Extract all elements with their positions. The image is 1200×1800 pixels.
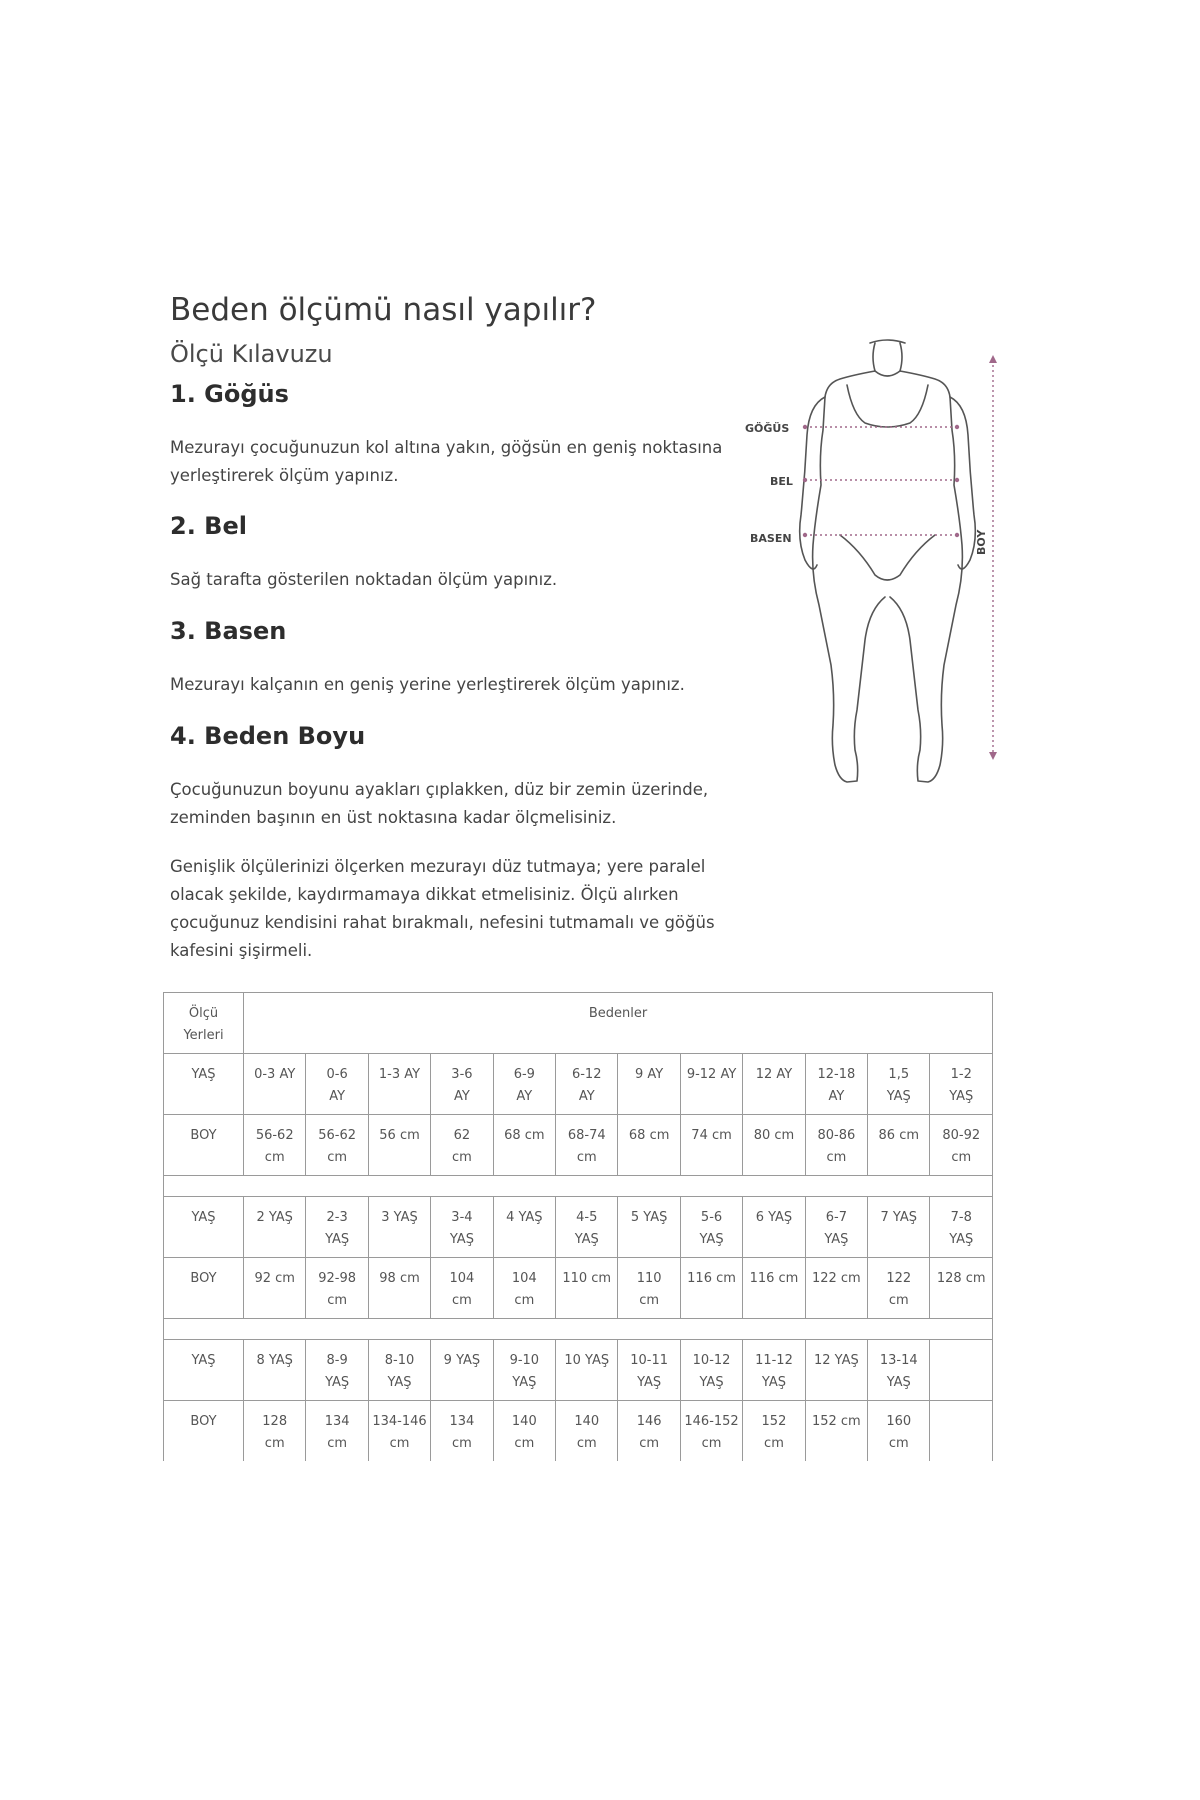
table-cell: 68-74 cm: [556, 1115, 618, 1176]
table-cell: 140 cm: [493, 1401, 555, 1462]
table-spacer-row: [164, 1319, 993, 1340]
section-text-waist: Sağ tarafta gösterilen noktadan ölçüm yapınız.: [170, 570, 558, 589]
table-cell: 56 cm: [368, 1115, 430, 1176]
table-cell: 128 cm: [930, 1258, 993, 1319]
table-cell: 6-9 AY: [493, 1054, 555, 1115]
table-cell: 10 YAŞ: [556, 1340, 618, 1401]
height-label: BOY: [975, 529, 988, 555]
row-label-cell: YAŞ: [164, 1340, 244, 1401]
table-cell: 110 cm: [556, 1258, 618, 1319]
table-cell: [930, 1401, 993, 1462]
page-subtitle: Ölçü Kılavuzu: [170, 340, 333, 368]
section-heading-hip: 3. Basen: [170, 617, 287, 645]
table-cell: 68 cm: [618, 1115, 680, 1176]
table-cell: 4-5 YAŞ: [556, 1197, 618, 1258]
table-cell: 86 cm: [868, 1115, 930, 1176]
table-cell: 122 cm: [805, 1258, 867, 1319]
measurement-note: Genişlik ölçülerinizi ölçerken mezurayı düz tutmaya; yere paralel olacak şekilde, kaydırmamaya dikkat etmelisiniz. Ölçü alırken çocuğunuz kendisini rahat bırakmalı, nefesini tutmamalı ve göğüs kafesini şişirmeli.: [170, 857, 715, 960]
table-cell: 1-2 YAŞ: [930, 1054, 993, 1115]
table-cell: 110 cm: [618, 1258, 680, 1319]
table-header-row: [164, 993, 993, 1054]
table-cell: 104 cm: [431, 1258, 493, 1319]
table-cell: 6 YAŞ: [743, 1197, 805, 1258]
table-row: [164, 1340, 993, 1401]
section-heading-chest: 1. Göğüs: [170, 380, 289, 408]
table-spacer-row: [164, 1176, 993, 1197]
table-cell: 128 cm: [244, 1401, 306, 1462]
table-cell: 3-4 YAŞ: [431, 1197, 493, 1258]
table-cell: 68 cm: [493, 1115, 555, 1176]
table-cell: 80-92 cm: [930, 1115, 993, 1176]
waist-label: BEL: [770, 475, 793, 488]
table-cell: 104 cm: [493, 1258, 555, 1319]
row-label-cell: YAŞ: [164, 1054, 244, 1115]
table-row: [164, 1115, 993, 1176]
table-cell: 146-152 cm: [680, 1401, 742, 1462]
table-cell: 152 cm: [743, 1401, 805, 1462]
table-cell: 8-10 YAŞ: [368, 1340, 430, 1401]
row-label-cell: BOY: [164, 1115, 244, 1176]
table-cell: 122 cm: [868, 1258, 930, 1319]
table-cell: 7-8 YAŞ: [930, 1197, 993, 1258]
table-cell: 56-62 cm: [306, 1115, 368, 1176]
table-row: [164, 1197, 993, 1258]
table-row: [164, 1401, 993, 1462]
table-cell: [930, 1340, 993, 1401]
table-spacer-cell: [164, 1176, 993, 1197]
table-cell: 3-6 AY: [431, 1054, 493, 1115]
table-spacer-cell: [164, 1319, 993, 1340]
table-cell: 0-3 AY: [244, 1054, 306, 1115]
section-text-height: Çocuğunuzun boyunu ayakları çıplakken, düz bir zemin üzerinde, zeminden başının en üst noktasına kadar ölçmelisiniz.: [170, 780, 709, 827]
table-cell: 1-3 AY: [368, 1054, 430, 1115]
table-cell: 9 AY: [618, 1054, 680, 1115]
table-row: [164, 1258, 993, 1319]
table-cell: 92 cm: [244, 1258, 306, 1319]
table-cell: 4 YAŞ: [493, 1197, 555, 1258]
table-cell: 10-11 YAŞ: [618, 1340, 680, 1401]
table-cell: 7 YAŞ: [868, 1197, 930, 1258]
table-cell: 80-86 cm: [805, 1115, 867, 1176]
table-cell: 2-3 YAŞ: [306, 1197, 368, 1258]
hip-label: BASEN: [750, 532, 792, 545]
table-cell: 5-6 YAŞ: [680, 1197, 742, 1258]
row-label-cell: BOY: [164, 1401, 244, 1462]
table-cell: 98 cm: [368, 1258, 430, 1319]
table-cell: 134 cm: [306, 1401, 368, 1462]
table-cell: 152 cm: [805, 1401, 867, 1462]
row-label-cell: YAŞ: [164, 1197, 244, 1258]
table-cell: 12-18 AY: [805, 1054, 867, 1115]
table-cell: 116 cm: [743, 1258, 805, 1319]
table-cell: 5 YAŞ: [618, 1197, 680, 1258]
row-label-cell: BOY: [164, 1258, 244, 1319]
table-cell: 56-62 cm: [244, 1115, 306, 1176]
table-cell: 0-6 AY: [306, 1054, 368, 1115]
table-cell: 3 YAŞ: [368, 1197, 430, 1258]
section-heading-waist: 2. Bel: [170, 512, 247, 540]
table-cell: 146 cm: [618, 1401, 680, 1462]
table-header-cell: Bedenler: [244, 993, 993, 1054]
table-cell: 12 AY: [743, 1054, 805, 1115]
table-cell: 12 YAŞ: [805, 1340, 867, 1401]
table-cell: 13-14 YAŞ: [868, 1340, 930, 1401]
table-corner-cell: Ölçü Yerleri: [164, 993, 244, 1054]
table-cell: 74 cm: [680, 1115, 742, 1176]
body-outline-icon: [735, 335, 1020, 795]
table-cell: 62 cm: [431, 1115, 493, 1176]
table-cell: 8 YAŞ: [244, 1340, 306, 1401]
table-cell: 1,5 YAŞ: [868, 1054, 930, 1115]
table-cell: 2 YAŞ: [244, 1197, 306, 1258]
table-cell: 11-12 YAŞ: [743, 1340, 805, 1401]
table-cell: 8-9 YAŞ: [306, 1340, 368, 1401]
section-text-chest: Mezurayı çocuğunuzun kol altına yakın, göğsün en geniş noktasına yerleştirerek ölçüm yapınız.: [170, 438, 723, 485]
body-measurement-figure: [735, 335, 1020, 795]
section-heading-height: 4. Beden Boyu: [170, 722, 366, 750]
table-cell: 160 cm: [868, 1401, 930, 1462]
table-cell: 9-10 YAŞ: [493, 1340, 555, 1401]
table-cell: 6-12 AY: [556, 1054, 618, 1115]
table-cell: 140 cm: [556, 1401, 618, 1462]
table-cell: 92-98 cm: [306, 1258, 368, 1319]
size-chart-table: [163, 992, 993, 1461]
table-cell: 9-12 AY: [680, 1054, 742, 1115]
table-cell: 134-146 cm: [368, 1401, 430, 1462]
table-cell: 134 cm: [431, 1401, 493, 1462]
table-cell: 10-12 YAŞ: [680, 1340, 742, 1401]
table-cell: 6-7 YAŞ: [805, 1197, 867, 1258]
page-title: Beden ölçümü nasıl yapılır?: [170, 292, 597, 328]
section-text-hip: Mezurayı kalçanın en geniş yerine yerleştirerek ölçüm yapınız.: [170, 675, 685, 694]
table-cell: 116 cm: [680, 1258, 742, 1319]
chest-label: GÖĞÜS: [745, 422, 790, 435]
table-row: [164, 1054, 993, 1115]
table-cell: 9 YAŞ: [431, 1340, 493, 1401]
table-cell: 80 cm: [743, 1115, 805, 1176]
